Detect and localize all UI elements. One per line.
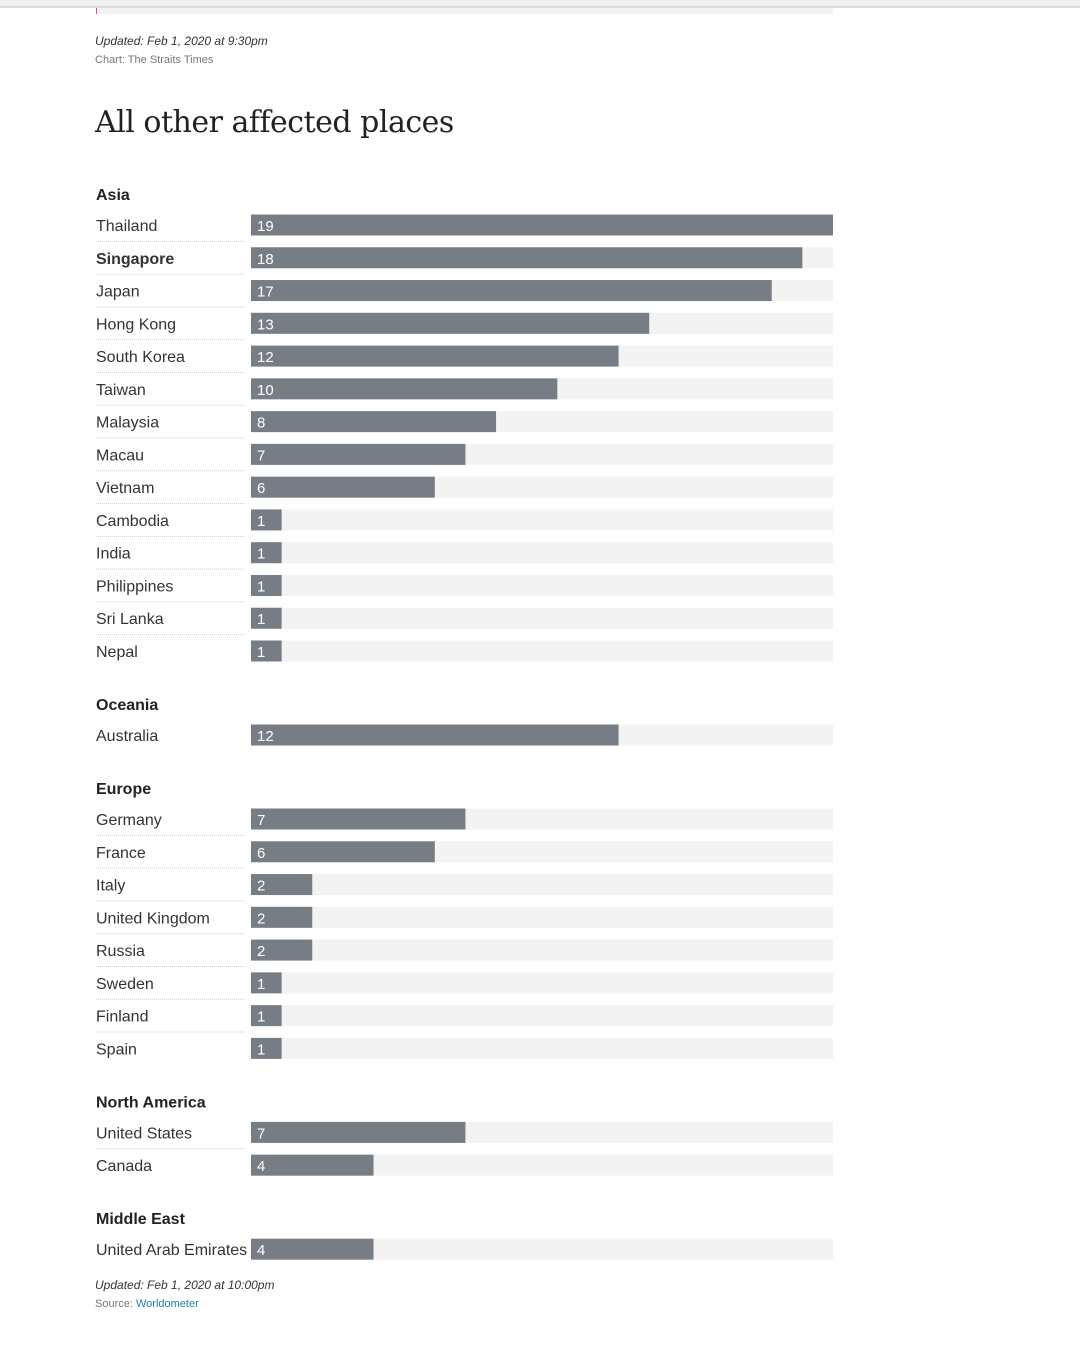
bar-track — [251, 907, 833, 928]
country-label: Singapore — [96, 250, 175, 268]
country-label: Spain — [96, 1041, 137, 1059]
country-label: Sweden — [96, 975, 154, 993]
group-heading: Europe — [96, 781, 152, 799]
bar — [251, 1122, 465, 1143]
bar-track — [251, 641, 833, 662]
bar — [251, 1239, 374, 1260]
bar-value-label: 1 — [257, 1008, 266, 1026]
bar-track — [251, 509, 833, 530]
group-heading: Asia — [96, 187, 130, 204]
country-label: Russia — [96, 943, 145, 961]
bar-value-label: 6 — [257, 844, 266, 862]
bar-value-label: 4 — [257, 1242, 266, 1260]
country-label: South Korea — [96, 349, 185, 367]
source-label: Source: — [95, 1298, 133, 1310]
bar — [251, 725, 619, 746]
bar-value-label: 10 — [257, 381, 274, 399]
country-label: Taiwan — [96, 381, 146, 399]
country-label: Finland — [96, 1008, 149, 1026]
bar-value-label: 7 — [257, 1125, 266, 1143]
bar — [251, 841, 435, 862]
bar — [251, 280, 772, 301]
country-label: Vietnam — [96, 480, 155, 498]
group-heading: Oceania — [96, 697, 159, 715]
bar-value-label: 1 — [257, 644, 266, 662]
bar-value-label: 2 — [257, 943, 266, 961]
bar-value-label: 7 — [257, 812, 266, 830]
bar-value-label: 1 — [257, 1041, 266, 1059]
source-link[interactable]: Worldometer — [135, 1298, 199, 1310]
bar-value-label: 8 — [257, 414, 266, 432]
bar-track — [251, 1005, 833, 1026]
bar-track — [251, 874, 833, 895]
bar — [251, 411, 496, 432]
bar-value-label: 18 — [257, 250, 274, 268]
bar-value-label: 1 — [257, 975, 266, 993]
bar-track — [251, 575, 833, 596]
country-label: Nepal — [96, 644, 138, 662]
bar-value-label: 17 — [257, 283, 274, 301]
country-label: United Kingdom — [96, 910, 210, 928]
bar-value-label: 2 — [257, 877, 266, 895]
country-label: Thailand — [96, 218, 158, 235]
country-label: Malaysia — [96, 414, 160, 432]
bar — [251, 1155, 374, 1176]
bar-value-label: 1 — [257, 512, 266, 530]
country-label: Hong Kong — [96, 316, 177, 334]
bar-track — [251, 542, 833, 563]
bar — [251, 1005, 282, 1026]
bar — [251, 575, 282, 596]
bar-track — [251, 608, 833, 629]
country-label: Philippines — [96, 578, 174, 596]
bar — [251, 346, 619, 367]
bar-value-label: 12 — [257, 728, 274, 746]
chart-source — [95, 1298, 199, 1310]
bar — [251, 608, 282, 629]
group-heading: Middle East — [96, 1211, 185, 1229]
bar-value-label: 19 — [257, 218, 274, 235]
country-label: Cambodia — [96, 512, 169, 530]
bar — [251, 641, 282, 662]
country-label: Germany — [96, 812, 162, 830]
bar-value-label: 2 — [257, 910, 266, 928]
country-label: Australia — [96, 728, 159, 746]
bar — [251, 313, 649, 334]
group-heading: North America — [96, 1094, 206, 1112]
country-label: Canada — [96, 1158, 153, 1176]
bar — [251, 444, 465, 465]
bar-value-label: 7 — [257, 447, 266, 465]
bar-track — [251, 1038, 833, 1059]
country-label: Italy — [96, 877, 126, 895]
previous-chart-updated: Updated: Feb 1, 2020 at 9:30pm — [95, 34, 268, 48]
bar-value-label: 13 — [257, 316, 274, 334]
previous-chart-credit: Chart: The Straits Times — [95, 54, 214, 66]
country-label: India — [96, 545, 131, 563]
bar — [251, 542, 282, 563]
bar — [251, 378, 557, 399]
bar-value-label: 6 — [257, 480, 266, 498]
bar — [251, 509, 282, 530]
bar — [251, 247, 802, 268]
chart-updated: Updated: Feb 1, 2020 at 10:00pm — [95, 1278, 275, 1292]
bar — [251, 215, 833, 236]
country-label: Japan — [96, 283, 140, 301]
bar-value-label: 12 — [257, 349, 274, 367]
bar-track — [251, 940, 833, 961]
bar — [251, 972, 282, 993]
chart-title: All other affected places — [95, 105, 454, 140]
bar-value-label: 1 — [257, 578, 266, 596]
bar-value-label: 4 — [257, 1158, 266, 1176]
country-label: United States — [96, 1125, 193, 1143]
bar-track — [251, 972, 833, 993]
bar-value-label: 1 — [257, 545, 266, 563]
country-label: Macau — [96, 447, 145, 465]
country-label: Sri Lanka — [96, 611, 164, 629]
bar — [251, 809, 465, 830]
bar-value-label: 1 — [257, 611, 266, 629]
bar — [251, 1038, 282, 1059]
country-label: United Arab Emirates — [96, 1242, 248, 1260]
country-label: France — [96, 844, 146, 862]
bar — [251, 477, 435, 498]
